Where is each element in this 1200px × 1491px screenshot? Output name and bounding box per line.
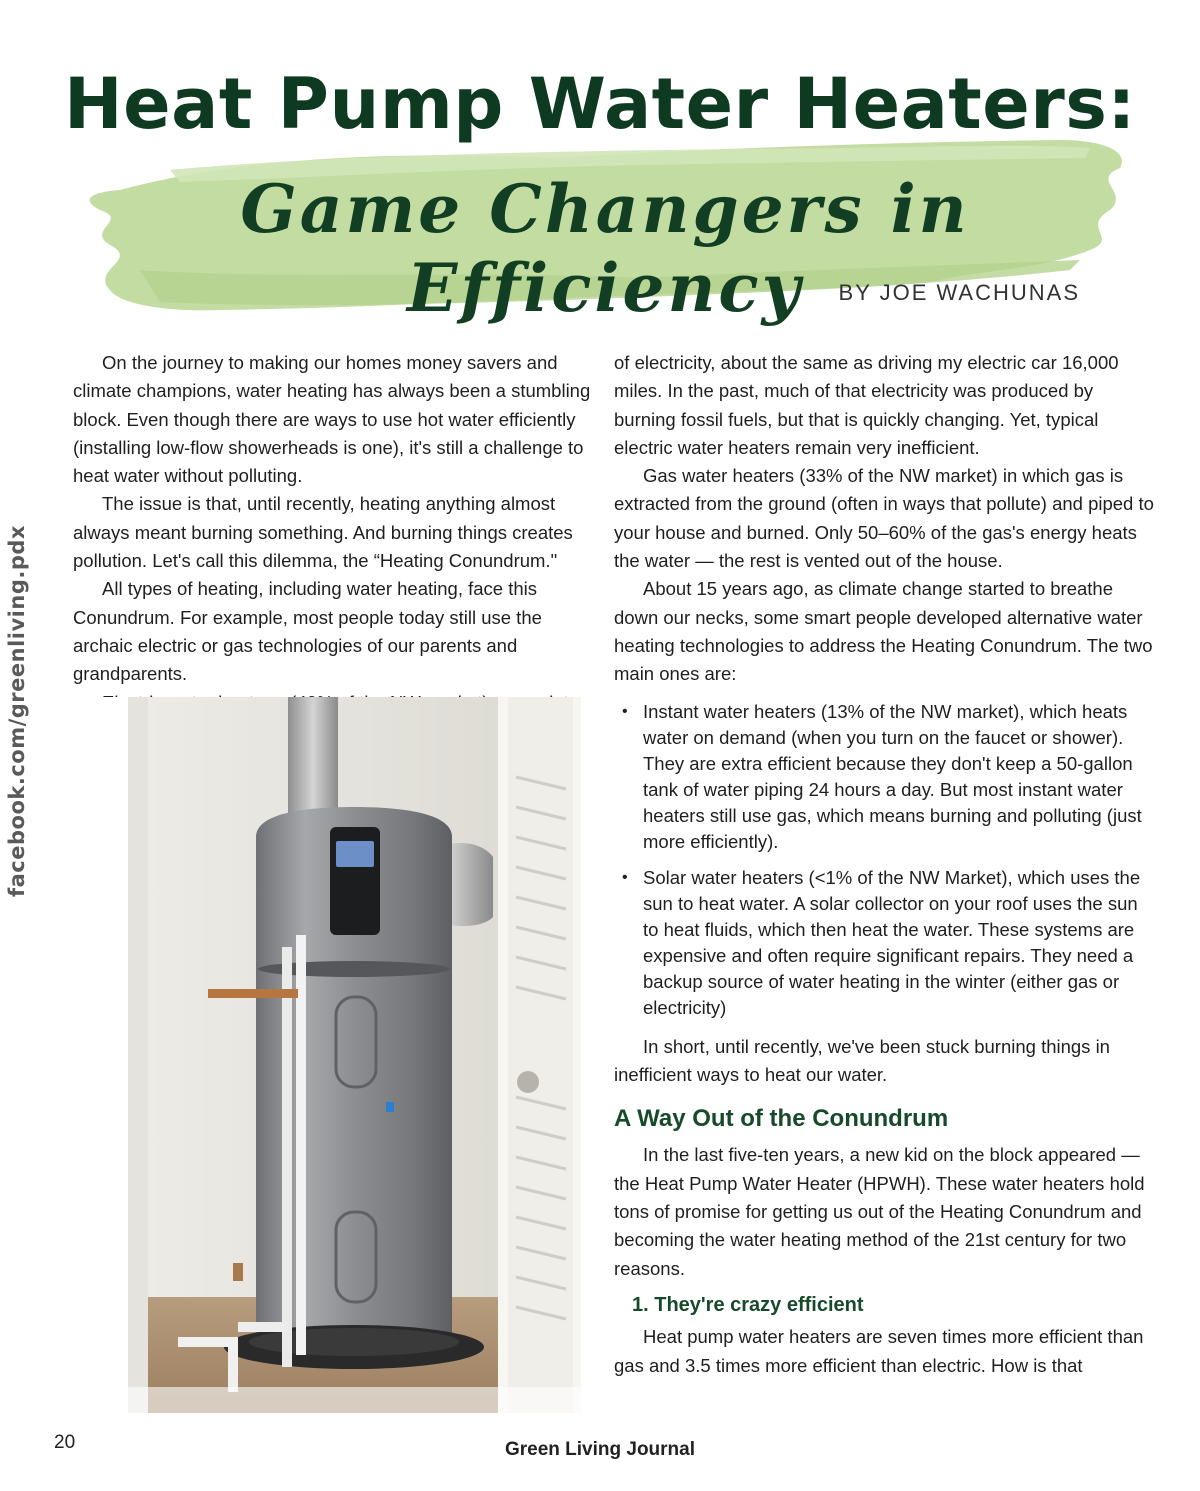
publication-name: Green Living Journal <box>504 1439 696 1460</box>
paragraph: Gas water heaters (33% of the NW market) in which gas is extracted from the ground (often in ways that pollute) and piped to your house and burned. Only 50–60% of the gas's energy heats the water — the rest is vented out of the house. <box>614 465 1154 572</box>
paragraph: About 15 years ago, as climate change started to breathe down our necks, some smart people developed alternative water heating technologies to address the Heating Conundrum. The two main ones are: <box>614 578 1153 685</box>
byline: BY JOE WACHUNAS <box>838 280 1080 305</box>
subsection-heading: 1. They're crazy efficient <box>632 1293 864 1316</box>
paragraph: Heat pump water heaters are seven times more efficient than gas and 3.5 times more efficient than electric. How is that <box>614 1326 1144 1376</box>
paragraph: In the last five-ten years, a new kid on the block appeared — the Heat Pump Water Heater (HPWH). These water heaters hold tons of promise for getting us out of the Heating Conundrum and becoming the water heating method of the 21st century for two reasons. <box>614 1144 1145 1279</box>
section-heading: A Way Out of the Conundrum <box>614 1105 949 1133</box>
list-item: • Instant water heaters (13% of the NW market), which heats water on demand (when you turn on the faucet or shower). They are extra efficient because they don't keep a 50-gallon tank of water piping 24 hours a day. But most instant water heaters still use gas, which means burning and polluting (just more efficiently). <box>614 699 1154 855</box>
right-column <box>614 349 1154 1380</box>
water-heater-photo <box>98 697 581 1413</box>
page-number: 20 <box>54 1432 76 1453</box>
article-subtitle: Game Changers in Efficiency <box>240 170 970 328</box>
list-item: • Solar water heaters (<1% of the NW Market), which uses the sun to heat water. A solar collector on your roof uses the sun to heat fluids, which then heat the water. These systems are expensive and often require significant repairs. They need a backup source of water heating in the winter (either gas or electricity) <box>614 865 1154 1021</box>
paragraph: On the journey to making our homes money savers and climate champions, water heating has always been a stumbling block. Even though there are ways to use hot water efficiently (installing low-flow showerheads is one), it's still a challenge to heat water without polluting. <box>73 352 591 487</box>
left-column <box>73 349 601 717</box>
paragraph: All types of heating, including water heating, face this Conundrum. For example, most people today still use the archaic electric or gas technologies of our parents and grandparents. <box>73 578 542 685</box>
article-title: Heat Pump Water Heaters: <box>64 63 1136 145</box>
sidebar-url: facebook.com/greenliving.pdx <box>5 525 29 897</box>
paragraph: The issue is that, until recently, heating anything almost always meant burning something. And burning things creates pollution. Let's call this dilemma, the “Heating Conundrum." <box>73 493 573 572</box>
paragraph: In short, until recently, we've been stuck burning things in inefficient ways to heat our water. <box>614 1035 1110 1085</box>
paragraph: of electricity, about the same as driving my electric car 16,000 miles. In the past, much of that electricity was produced by burning fossil fuels, but that is quickly changing. Yet, typical electric water heaters remain very inefficient. <box>614 352 1119 458</box>
technology-list <box>614 699 1154 1021</box>
